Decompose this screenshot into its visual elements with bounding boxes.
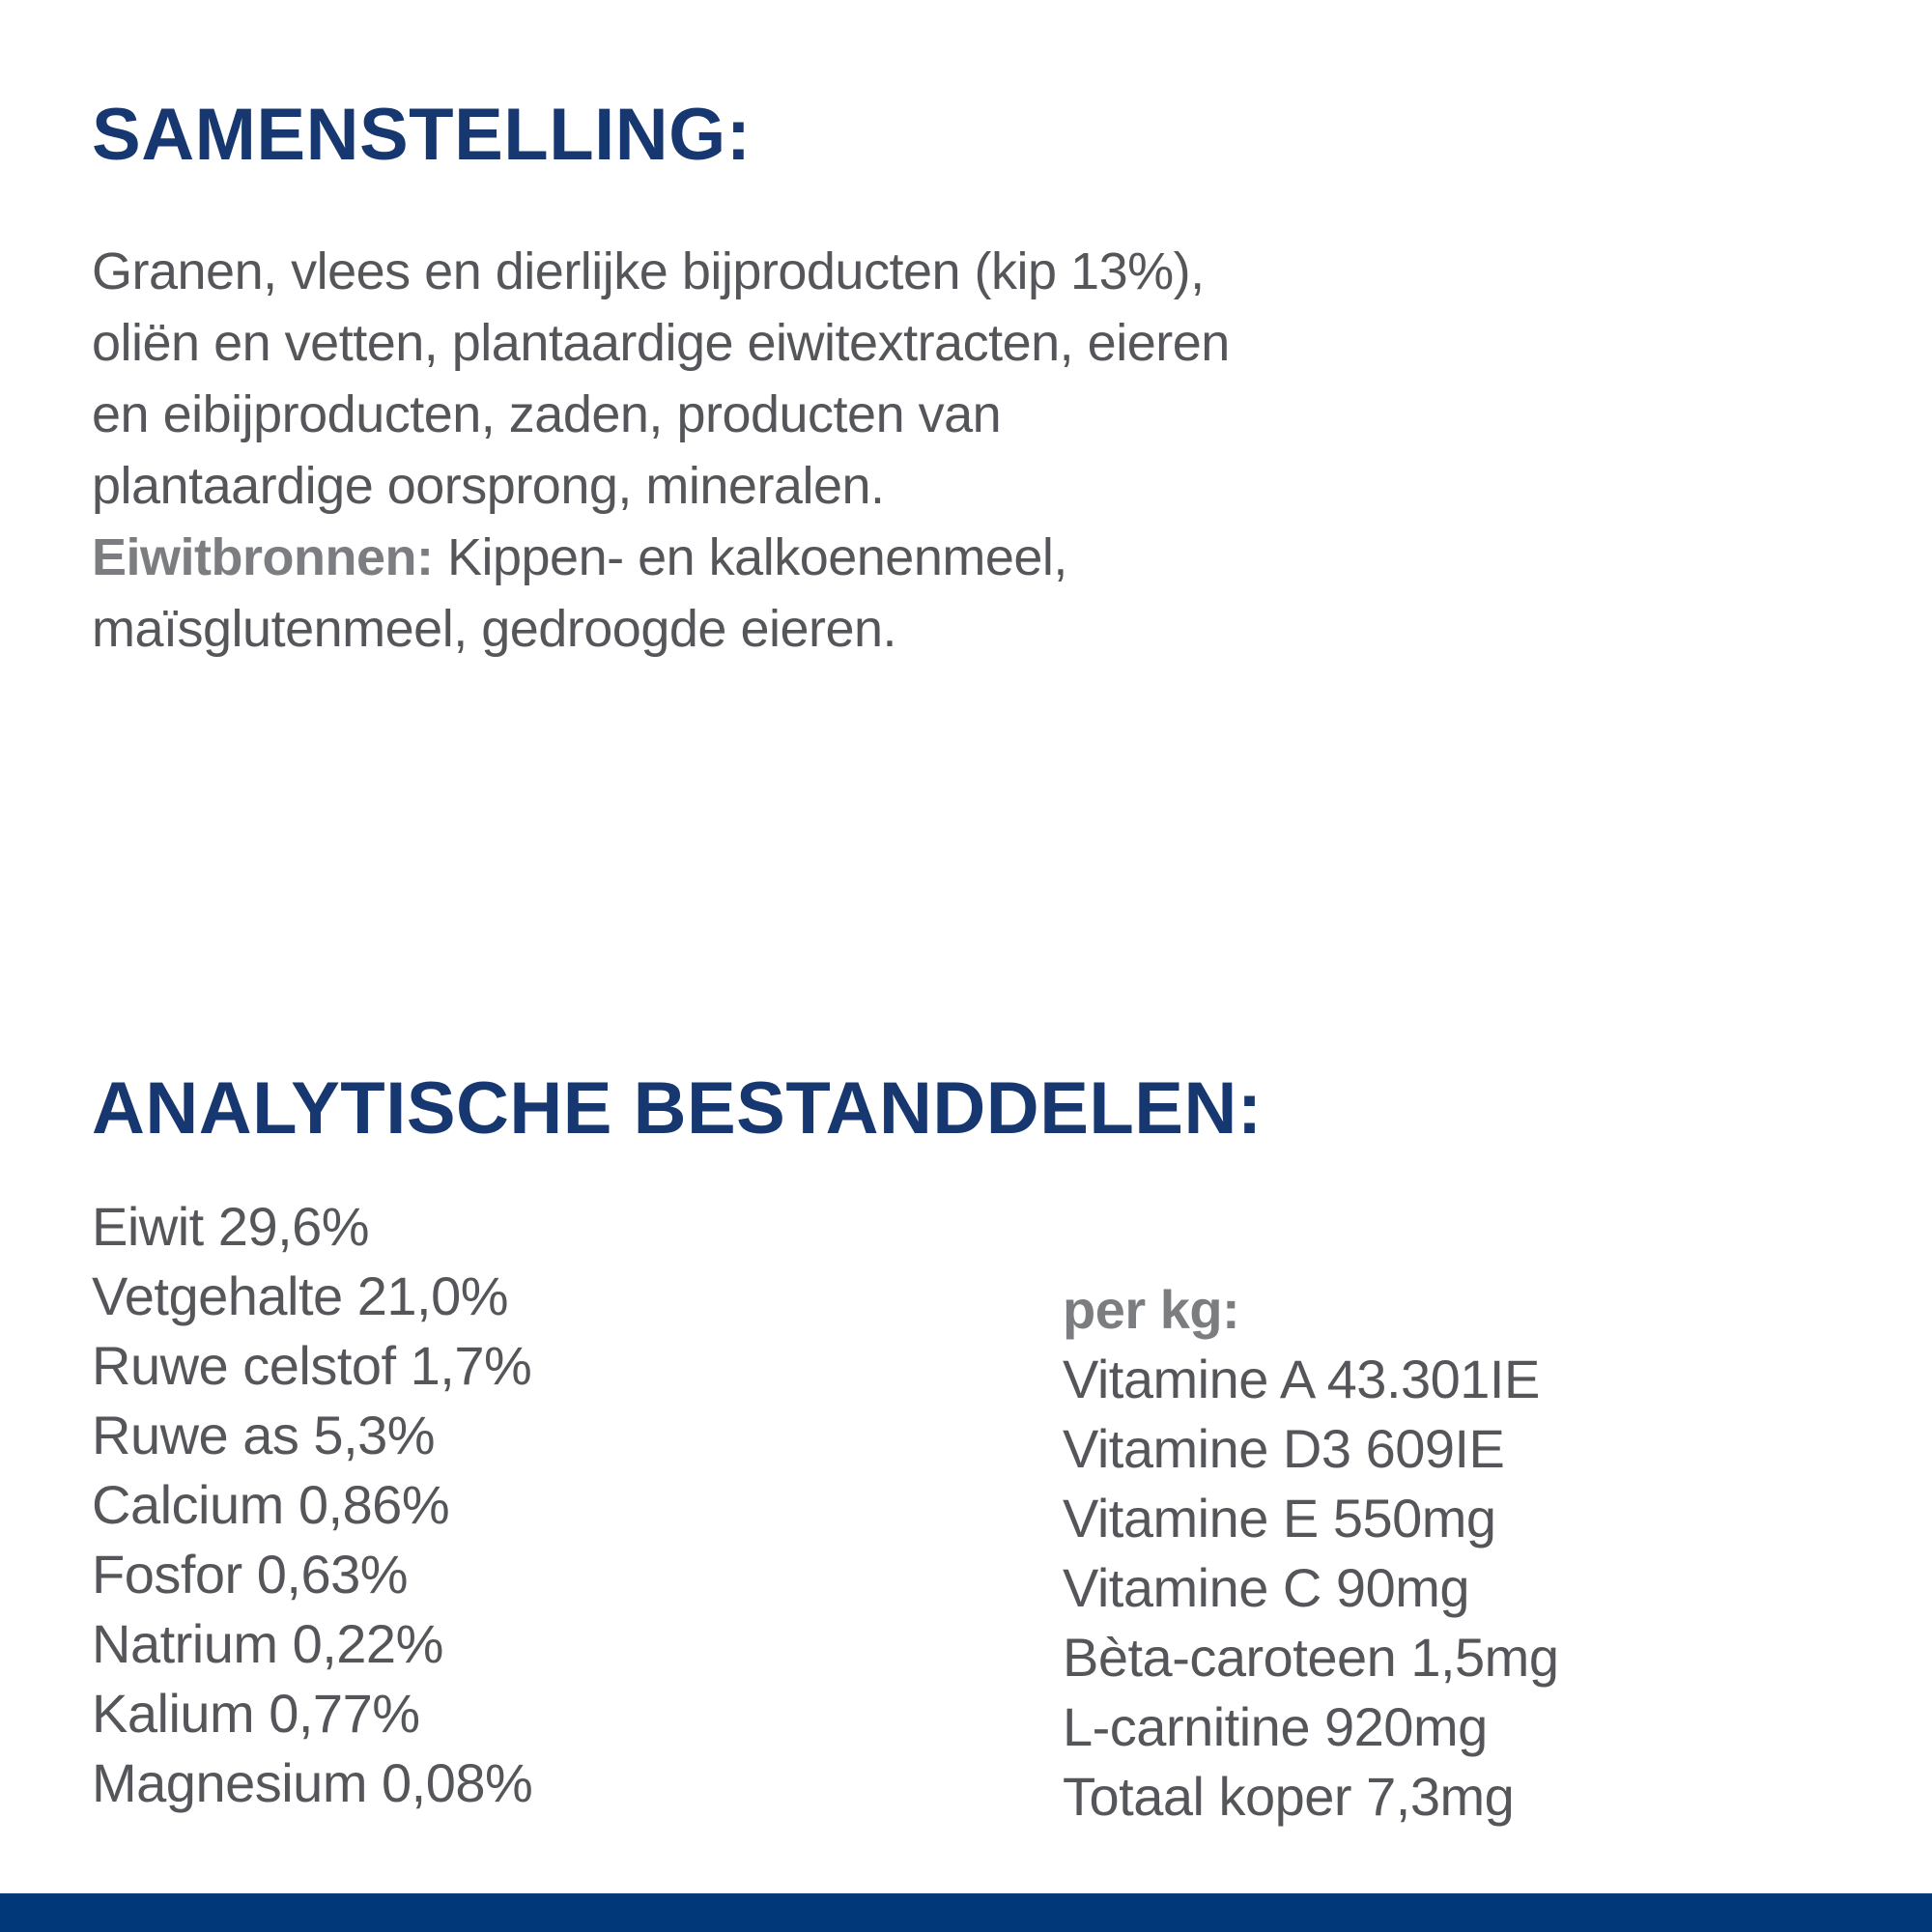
protein-sources-line — [92, 522, 1230, 593]
composition-line: Granen, vlees en dierlijke bijproducten (kip 13%), — [92, 242, 1205, 300]
analytical-item: Vetgehalte 21,0% — [92, 1265, 509, 1326]
vitamin-item: Vitamine C 90mg — [1063, 1557, 1470, 1618]
analytical-item: Fosfor 0,63% — [92, 1544, 409, 1605]
protein-sources-label: Eiwitbronnen: — [92, 528, 434, 586]
analytical-heading: ANALYTISCHE BESTANDDELEN: — [92, 1067, 1263, 1150]
protein-sources-line: maïsglutenmeel, gedroogde eieren. — [92, 600, 897, 658]
composition-line: plantaardige oorsprong, mineralen. — [92, 457, 885, 515]
composition-line: en eibijproducten, zaden, producten van — [92, 385, 1002, 443]
vitamin-item: Bèta-caroteen 1,5mg — [1063, 1627, 1559, 1688]
vitamin-item: Vitamine A 43.301IE — [1063, 1349, 1540, 1409]
protein-sources-text: Kippen- en kalkoenenmeel, — [433, 528, 1067, 586]
footer-divider-bar — [0, 1893, 1932, 1932]
analytical-item: Kalium 0,77% — [92, 1683, 420, 1744]
per-kg-label: per kg: — [1063, 1279, 1240, 1340]
vitamin-item: L-carnitine 920mg — [1063, 1696, 1488, 1757]
analytical-left-column — [92, 1192, 532, 1818]
analytical-item: Natrium 0,22% — [92, 1613, 443, 1674]
analytical-right-column — [1063, 1275, 1558, 1832]
analytical-item: Calcium 0,86% — [92, 1474, 450, 1535]
analytical-item: Ruwe celstof 1,7% — [92, 1335, 532, 1396]
vitamin-item: Vitamine E 550mg — [1063, 1488, 1496, 1548]
analytical-item: Eiwit 29,6% — [92, 1196, 370, 1257]
composition-paragraph — [92, 236, 1230, 665]
vitamin-item: Vitamine D3 609IE — [1063, 1418, 1505, 1479]
analytical-item: Ruwe as 5,3% — [92, 1405, 436, 1465]
vitamin-item: Totaal koper 7,3mg — [1063, 1766, 1515, 1827]
composition-heading: SAMENSTELLING: — [92, 94, 752, 176]
analytical-item: Magnesium 0,08% — [92, 1752, 533, 1813]
composition-line: oliën en vetten, plantaardige eiwitextracten, eieren — [92, 314, 1230, 372]
